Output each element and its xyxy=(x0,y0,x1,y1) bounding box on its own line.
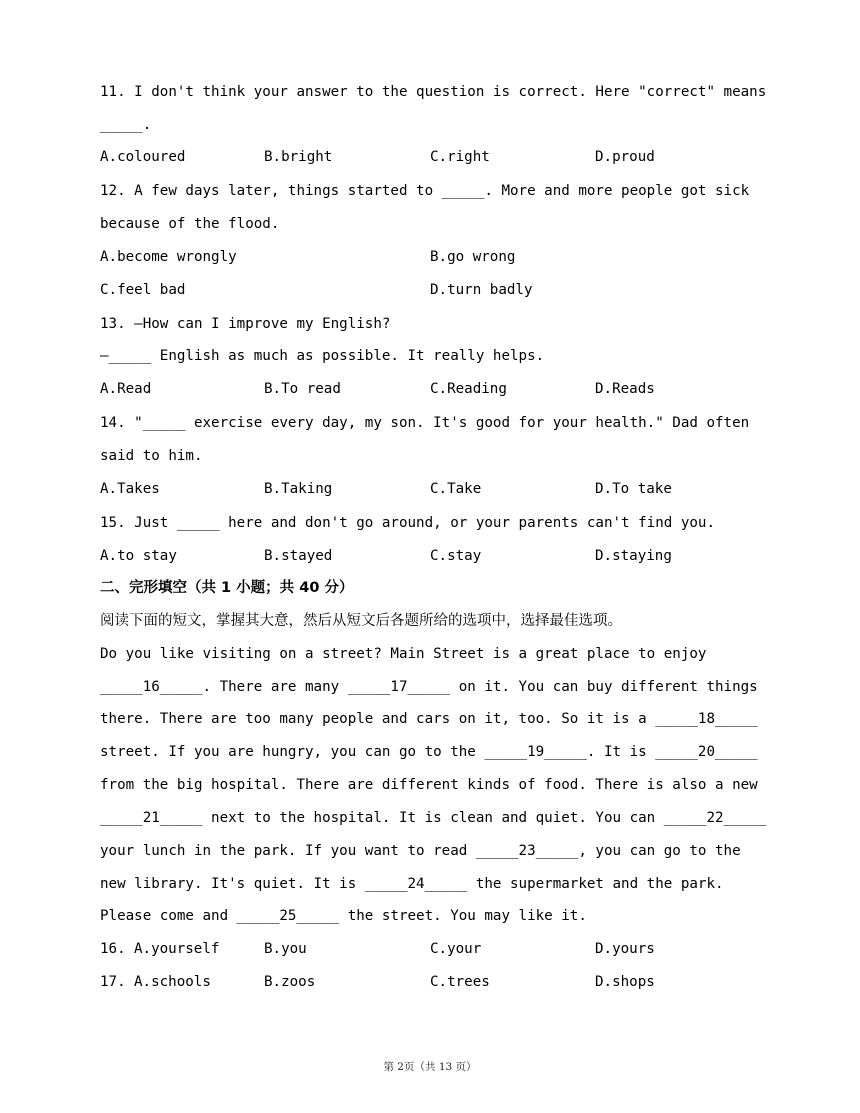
passage-line: _____21_____ next to the hospital. It is clean and quiet. You can _____22_____ xyxy=(100,810,767,826)
question-13-line-2: —_____ English as much as possible. It really helps. xyxy=(100,348,545,364)
q14-option-c[interactable]: C.Take xyxy=(430,481,482,497)
cloze-17-number: 17. xyxy=(100,974,126,990)
q11-option-d[interactable]: D.proud xyxy=(595,149,655,165)
cloze-17-option-c[interactable]: C.trees xyxy=(430,974,490,990)
cloze-17-option-a[interactable]: A.schools xyxy=(134,974,211,990)
q14-option-b[interactable]: B.Taking xyxy=(264,481,333,497)
section-instruction: 阅读下面的短文，掌握其大意，然后从短文后各题所给的选项中，选择最佳选项。 xyxy=(100,613,622,629)
cloze-17-option-b[interactable]: B.zoos xyxy=(264,974,316,990)
question-11-line-2: _____. xyxy=(100,117,152,133)
q11-option-c[interactable]: C.right xyxy=(430,149,490,165)
cloze-16-number: 16. xyxy=(100,941,126,957)
cloze-16-option-b[interactable]: B.you xyxy=(264,941,307,957)
q14-option-d[interactable]: D.To take xyxy=(595,481,672,497)
q13-option-a[interactable]: A.Read xyxy=(100,381,152,397)
question-14-line-2: said to him. xyxy=(100,448,203,464)
cloze-16-option-c[interactable]: C.your xyxy=(430,941,482,957)
passage-line: there. There are too many people and cars on it, too. So it is a _____18_____ xyxy=(100,711,758,727)
q12-option-a[interactable]: A.become wrongly xyxy=(100,249,237,265)
q12-option-d[interactable]: D.turn badly xyxy=(430,282,533,298)
q15-option-b[interactable]: B.stayed xyxy=(264,548,333,564)
passage-line: new library. It's quiet. It is _____24_____ the supermarket and the park. xyxy=(100,876,724,892)
question-12-line-2: because of the flood. xyxy=(100,216,280,232)
passage-line: your lunch in the park. If you want to read _____23_____, you can go to the xyxy=(100,843,741,859)
q12-option-b[interactable]: B.go wrong xyxy=(430,249,516,265)
passage-line: from the big hospital. There are different kinds of food. There is also a new xyxy=(100,777,758,793)
q15-option-a[interactable]: A.to stay xyxy=(100,548,177,564)
q15-option-c[interactable]: C.stay xyxy=(430,548,482,564)
question-14-line-1: 14. "_____ exercise every day, my son. It's good for your health." Dad often xyxy=(100,415,750,431)
q13-option-d[interactable]: D.Reads xyxy=(595,381,655,397)
cloze-16-option-d[interactable]: D.yours xyxy=(595,941,655,957)
cloze-17-option-d[interactable]: D.shops xyxy=(595,974,655,990)
q15-option-d[interactable]: D.staying xyxy=(595,548,672,564)
passage-line: Do you like visiting on a street? Main Street is a great place to enjoy xyxy=(100,646,707,662)
q13-option-c[interactable]: C.Reading xyxy=(430,381,507,397)
passage-line: _____16_____. There are many _____17_____ on it. You can buy different things xyxy=(100,679,758,695)
section-heading: 二、完形填空（共 1 小题；共 40 分） xyxy=(100,580,354,596)
question-11-line-1: 11. I don't think your answer to the question is correct. Here "correct" means xyxy=(100,84,767,100)
q11-option-b[interactable]: B.bright xyxy=(264,149,333,165)
passage-line: Please come and _____25_____ the street. You may like it. xyxy=(100,908,587,924)
passage-line: street. If you are hungry, you can go to the _____19_____. It is _____20_____ xyxy=(100,744,758,760)
q11-option-a[interactable]: A.coloured xyxy=(100,149,186,165)
q14-option-a[interactable]: A.Takes xyxy=(100,481,160,497)
cloze-16-option-a[interactable]: A.yourself xyxy=(134,941,220,957)
question-13-line-1: 13. —How can I improve my English? xyxy=(100,316,391,332)
q13-option-b[interactable]: B.To read xyxy=(264,381,341,397)
q12-option-c[interactable]: C.feel bad xyxy=(100,282,186,298)
question-12-line-1: 12. A few days later, things started to _____. More and more people got sick xyxy=(100,183,750,199)
question-15-line-1: 15. Just _____ here and don't go around, or your parents can't find you. xyxy=(100,515,715,531)
page-footer: 第 2页（共 13 页） xyxy=(383,1061,477,1073)
